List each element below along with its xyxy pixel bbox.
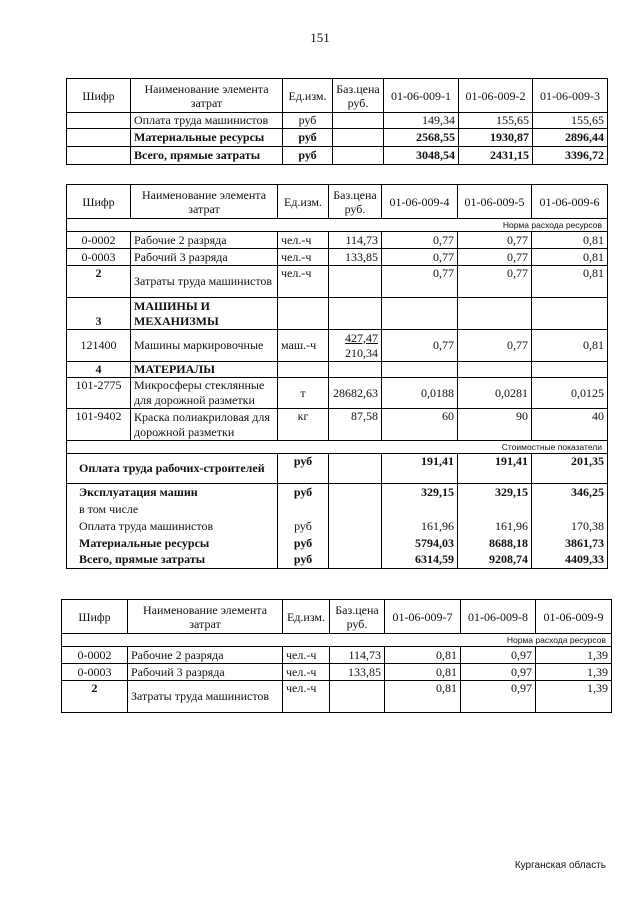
table-row bbox=[67, 378, 608, 409]
row-unit: чел.-ч bbox=[283, 664, 330, 681]
row-code: 2 bbox=[67, 266, 131, 298]
table-row bbox=[67, 552, 608, 569]
table-row bbox=[67, 113, 608, 129]
row-unit: кг bbox=[278, 409, 329, 441]
row-unit: руб bbox=[278, 454, 329, 484]
row-unit: чел.-ч bbox=[278, 232, 329, 249]
section-name: МАТЕРИАЛЫ bbox=[131, 362, 278, 378]
row-value: 0,0125 bbox=[532, 378, 608, 409]
footer-region: Курганская область bbox=[514, 860, 606, 871]
row-value: 8688,18 bbox=[458, 535, 532, 552]
resource-table-2 bbox=[66, 184, 608, 569]
row-unit: руб bbox=[278, 535, 329, 552]
row-value: 1,39 bbox=[536, 681, 612, 713]
row-unit: маш.-ч bbox=[278, 330, 329, 362]
section-row bbox=[67, 298, 608, 330]
row-unit: чел.-ч bbox=[278, 249, 329, 266]
row-name: Материальные ресурсы bbox=[131, 129, 283, 147]
row-unit: руб bbox=[283, 147, 333, 165]
row-value: 9208,74 bbox=[458, 552, 532, 569]
row-name: Рабочий 3 разряда bbox=[131, 249, 278, 266]
header-col: 01-06-009-9 bbox=[536, 600, 612, 634]
row-unit: т bbox=[278, 378, 329, 409]
row-price: 114,73 bbox=[329, 232, 382, 249]
header-col: 01-06-009-8 bbox=[461, 600, 536, 634]
table-row bbox=[62, 664, 612, 681]
header-code: Шифр bbox=[67, 79, 131, 113]
row-value: 1,39 bbox=[536, 664, 612, 681]
row-unit: руб bbox=[278, 518, 329, 535]
row-value: 0,81 bbox=[385, 647, 461, 664]
row-unit: руб bbox=[283, 129, 333, 147]
header-col: 01-06-009-5 bbox=[458, 185, 532, 219]
row-value: 155,65 bbox=[459, 113, 533, 129]
row-value: 0,77 bbox=[382, 249, 458, 266]
row-name: Материальные ресурсы bbox=[67, 535, 278, 552]
header-col: 01-06-009-1 bbox=[384, 79, 459, 113]
row-price bbox=[329, 330, 382, 362]
row-value: 329,15 bbox=[382, 484, 458, 501]
row-unit: руб bbox=[278, 484, 329, 501]
row-name: Затраты труда машинистов bbox=[131, 266, 278, 298]
cost-subheader: Стоимостные показатели bbox=[67, 441, 608, 454]
table-row bbox=[67, 501, 608, 518]
row-unit: чел.-ч bbox=[283, 647, 330, 664]
row-name: Краска полиакриловая для дорожной разметки bbox=[131, 409, 278, 441]
row-value: 0,81 bbox=[532, 330, 608, 362]
row-value: 1,39 bbox=[536, 647, 612, 664]
table-row bbox=[67, 518, 608, 535]
row-value: 3396,72 bbox=[533, 147, 608, 165]
row-code: 0-0003 bbox=[67, 249, 131, 266]
row-value: 0,0188 bbox=[382, 378, 458, 409]
row-value: 3048,54 bbox=[384, 147, 459, 165]
row-value: 0,77 bbox=[382, 330, 458, 362]
row-value: 0,81 bbox=[532, 232, 608, 249]
row-name: Всего, прямые затраты bbox=[131, 147, 283, 165]
row-name: Оплата труда рабочих-строителей bbox=[67, 454, 278, 484]
row-name: Эксплуатация машин bbox=[67, 484, 278, 501]
resource-table-1 bbox=[66, 78, 608, 165]
row-code: 2 bbox=[62, 681, 128, 713]
row-value: 0,0281 bbox=[458, 378, 532, 409]
row-value: 346,25 bbox=[532, 484, 608, 501]
norm-subheader: Норма расхода ресурсов bbox=[62, 634, 612, 647]
row-value: 0,81 bbox=[532, 249, 608, 266]
row-name: Оплата труда машинистов bbox=[67, 518, 278, 535]
row-name: Микросферы стеклянные для дорожной разметки bbox=[131, 378, 278, 409]
row-value: 191,41 bbox=[382, 454, 458, 484]
row-value: 0,81 bbox=[532, 266, 608, 298]
row-name: Машины маркировочные bbox=[131, 330, 278, 362]
section-code: 3 bbox=[67, 298, 131, 330]
row-value: 0,77 bbox=[458, 232, 532, 249]
row-value: 161,96 bbox=[458, 518, 532, 535]
row-value: 0,77 bbox=[382, 266, 458, 298]
row-value: 90 bbox=[458, 409, 532, 441]
row-value: 3861,73 bbox=[532, 535, 608, 552]
row-name: Рабочие 2 разряда bbox=[131, 232, 278, 249]
header-col: 01-06-009-3 bbox=[533, 79, 608, 113]
row-code: 101-9402 bbox=[67, 409, 131, 441]
row-unit: руб bbox=[283, 113, 333, 129]
row-price: 114,73 bbox=[330, 647, 385, 664]
table-row bbox=[67, 454, 608, 484]
header-name: Наименование элемента затрат bbox=[128, 600, 283, 634]
table-row bbox=[62, 647, 612, 664]
row-value: 6314,59 bbox=[382, 552, 458, 569]
header-col: 01-06-009-4 bbox=[382, 185, 458, 219]
row-value: 191,41 bbox=[458, 454, 532, 484]
row-value: 161,96 bbox=[382, 518, 458, 535]
table-row bbox=[67, 147, 608, 165]
row-value: 0,81 bbox=[385, 664, 461, 681]
row-value: 1930,87 bbox=[459, 129, 533, 147]
header-code: Шифр bbox=[67, 185, 131, 219]
row-name: Оплата труда машинистов bbox=[131, 113, 283, 129]
table-row bbox=[67, 266, 608, 298]
row-price: 133,85 bbox=[330, 664, 385, 681]
row-name: Всего, прямые затраты bbox=[67, 552, 278, 569]
row-price: 28682,63 bbox=[329, 378, 382, 409]
row-value: 4409,33 bbox=[532, 552, 608, 569]
row-value: 0,97 bbox=[461, 681, 536, 713]
row-value: 0,77 bbox=[458, 266, 532, 298]
row-price: 87,58 bbox=[329, 409, 382, 441]
row-code: 0-0002 bbox=[67, 232, 131, 249]
header-base-price: Баз.цена руб. bbox=[330, 600, 385, 634]
page-number: 151 bbox=[310, 30, 330, 45]
row-unit: чел.-ч bbox=[283, 681, 330, 713]
row-name: Рабочий 3 разряда bbox=[128, 664, 283, 681]
table-row bbox=[67, 249, 608, 266]
row-value: 0,77 bbox=[458, 249, 532, 266]
row-name: Затраты труда машинистов bbox=[128, 681, 283, 713]
norm-subheader: Норма расхода ресурсов bbox=[67, 219, 608, 232]
section-code: 4 bbox=[67, 362, 131, 378]
row-value: 0,77 bbox=[382, 232, 458, 249]
table-row bbox=[62, 681, 612, 713]
row-value: 149,34 bbox=[384, 113, 459, 129]
header-name: Наименование элемента затрат bbox=[131, 79, 283, 113]
row-code: 121400 bbox=[67, 330, 131, 362]
header-col: 01-06-009-2 bbox=[459, 79, 533, 113]
row-value: 329,15 bbox=[458, 484, 532, 501]
row-code: 101-2775 bbox=[67, 378, 131, 409]
row-unit: чел.-ч bbox=[278, 266, 329, 298]
table-row bbox=[67, 129, 608, 147]
header-code: Шифр bbox=[62, 600, 128, 634]
table-row bbox=[67, 535, 608, 552]
table-row bbox=[67, 484, 608, 501]
row-name: Рабочие 2 разряда bbox=[128, 647, 283, 664]
row-value: 170,38 bbox=[532, 518, 608, 535]
header-base-price: Баз.цена руб. bbox=[333, 79, 384, 113]
row-value: 201,35 bbox=[532, 454, 608, 484]
row-value: 40 bbox=[532, 409, 608, 441]
row-value: 0,77 bbox=[458, 330, 532, 362]
section-name: МАШИНЫ И МЕХАНИЗМЫ bbox=[131, 298, 278, 330]
header-name: Наименование элемента затрат bbox=[131, 185, 278, 219]
header-unit: Ед.изм. bbox=[278, 185, 329, 219]
header-unit: Ед.изм. bbox=[283, 600, 330, 634]
row-value: 5794,03 bbox=[382, 535, 458, 552]
section-row bbox=[67, 362, 608, 378]
row-value: 0,81 bbox=[385, 681, 461, 713]
row-price: 133,85 bbox=[329, 249, 382, 266]
header-unit: Ед.изм. bbox=[283, 79, 333, 113]
row-price-old: 427,47 bbox=[345, 330, 378, 345]
table-row bbox=[67, 232, 608, 249]
row-value: 60 bbox=[382, 409, 458, 441]
header-col: 01-06-009-7 bbox=[385, 600, 461, 634]
table-row bbox=[67, 409, 608, 441]
header-col: 01-06-009-6 bbox=[532, 185, 608, 219]
row-name: в том числе bbox=[67, 501, 278, 518]
row-unit: руб bbox=[278, 552, 329, 569]
row-price-new: 210,34 bbox=[345, 345, 378, 360]
resource-table-3 bbox=[61, 599, 612, 713]
row-value: 0,97 bbox=[461, 647, 536, 664]
row-value: 2431,15 bbox=[459, 147, 533, 165]
header-base-price: Баз.цена руб. bbox=[329, 185, 382, 219]
table-row bbox=[67, 330, 608, 362]
row-value: 2896,44 bbox=[533, 129, 608, 147]
row-value: 0,97 bbox=[461, 664, 536, 681]
row-code: 0-0002 bbox=[62, 647, 128, 664]
row-value: 155,65 bbox=[533, 113, 608, 129]
row-code: 0-0003 bbox=[62, 664, 128, 681]
row-value: 2568,55 bbox=[384, 129, 459, 147]
